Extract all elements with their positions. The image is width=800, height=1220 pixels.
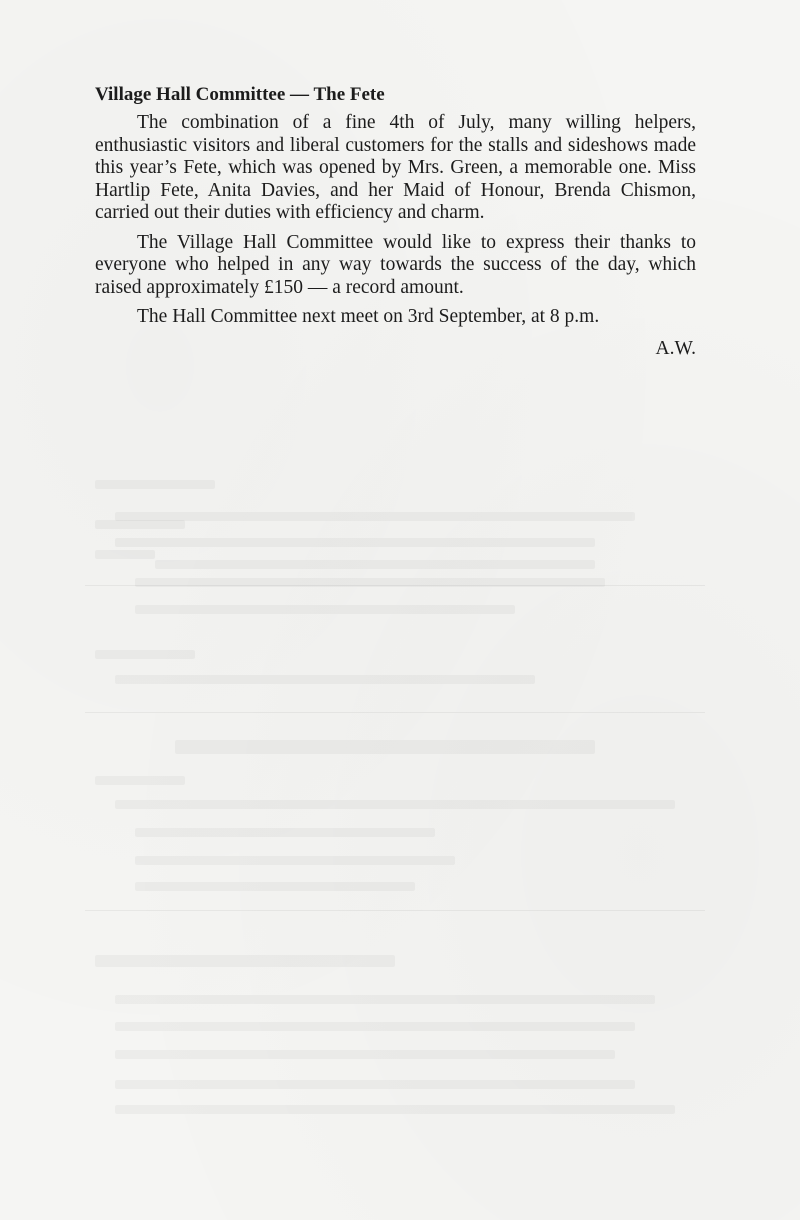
- article-paragraph-3: The Hall Committee next meet on 3rd September, at 8 p.m.: [137, 306, 600, 327]
- article-title: Village Hall Committee — The Fete: [95, 84, 385, 105]
- article-paragraph-2: The Village Hall Committee would like to express their thanks to everyone who helped in any way towards the success of the day, which raised approximately £150 — a record amount.: [95, 231, 696, 298]
- article-paragraph-1: The combination of a fine 4th of July, many willing helpers, enthusiastic visitors and liberal customers for the stalls and sideshows made this year’s Fete, which was opened by Mrs. Green, a memorable one. Miss Hartlip Fete, Anita Davies, and her Maid of Honour, Brenda Chismon, carried out their duties with efficiency and charm.: [95, 112, 696, 223]
- fete-article: [95, 82, 696, 362]
- show-through-background: [95, 400, 705, 1120]
- article-signature: A.W.: [655, 337, 696, 359]
